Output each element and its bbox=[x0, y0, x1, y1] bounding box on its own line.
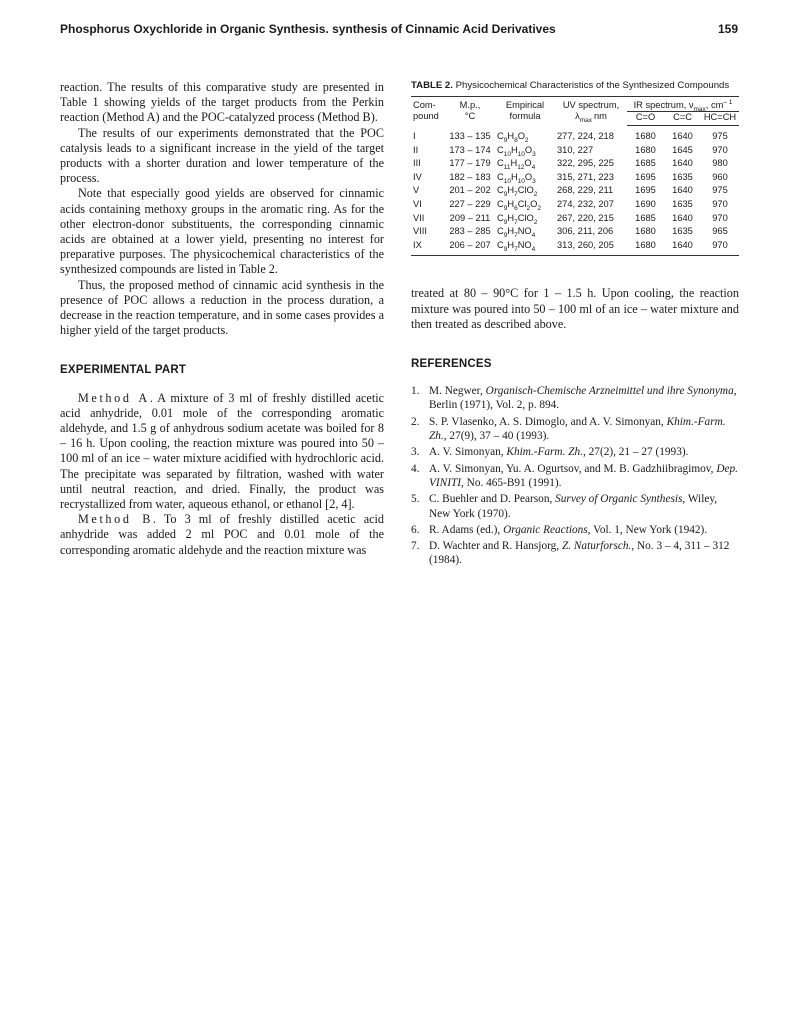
method-a-label: Method A bbox=[78, 390, 150, 405]
cc-cell: 1635 bbox=[672, 198, 693, 209]
table-row bbox=[411, 198, 739, 212]
compound-cell: V bbox=[413, 185, 420, 196]
cc-cell: 1635 bbox=[672, 171, 693, 182]
cc-cell: 1635 bbox=[672, 226, 693, 237]
co-cell: 1685 bbox=[635, 212, 656, 223]
hcch-cell: 970 bbox=[712, 198, 728, 209]
table-row bbox=[411, 144, 739, 158]
hcch-cell: 960 bbox=[712, 171, 728, 182]
mp-cell: 227 – 229 bbox=[449, 198, 491, 209]
uv-cell: 267, 220, 215 bbox=[557, 212, 614, 223]
uv-cell: 306, 211, 206 bbox=[557, 226, 614, 237]
mp-cell: 133 – 135 bbox=[449, 130, 491, 141]
uv-cell: 274, 232, 207 bbox=[557, 198, 614, 209]
reference-text: A. V. Simonyan, Yu. A. Ogurtsov, and M. B. Gadzhiibragimov, Dep. VINITI, No. 465-B91 (1991). bbox=[429, 462, 738, 489]
reference-item bbox=[411, 384, 739, 413]
table-body bbox=[411, 126, 739, 256]
reference-number: 5. bbox=[411, 493, 420, 506]
table-caption-text: Physicochemical Characteristics of the Synthesized Compounds bbox=[455, 80, 730, 91]
formula-cell: $C_9H_8O_2$ bbox=[497, 130, 529, 144]
table-caption bbox=[411, 80, 739, 92]
reference-item bbox=[411, 415, 739, 444]
paragraph-3: Note that especially good yields are observed for cinnamic acids containing methoxy groups in the aromatic ring. As for the other electron-donor substituents, the corresponding cinnamic acids are obtained at a lower yield, presenting no interest for preparative purposes. The physicochemical characteristics of the synthesized compounds are listed in Table 2. bbox=[60, 186, 384, 277]
mp-cell: 209 – 211 bbox=[449, 212, 491, 223]
mp-cell: 182 – 183 bbox=[449, 171, 491, 182]
paragraph-2: The results of our experiments demonstrated that the POC catalysis leads to a significant increase in the yield of the target products with a shorter duration and lower temperature of the process. bbox=[60, 125, 384, 186]
page-number: 159 bbox=[717, 22, 738, 36]
co-cell: 1680 bbox=[627, 239, 664, 256]
formula-cell: $C_{10}H_{10}O_3$ bbox=[497, 171, 536, 185]
table-row bbox=[411, 239, 739, 256]
cc-cell: 1640 bbox=[672, 131, 693, 141]
hcch-cell: 975 bbox=[712, 131, 728, 141]
cc-cell: 1640 bbox=[672, 185, 693, 196]
reference-number: 1. bbox=[411, 385, 420, 398]
experimental-heading: EXPERIMENTAL PART bbox=[60, 364, 187, 377]
method-a-text: . A mixture of 3 ml of freshly distilled acetic acid anhydride, 0.01 mole of the corresponding aromatic aldehyde, and 1.5 g of anhydrous sodium acetate was boiled for 8 – 16 h. Upon cooling, the reaction mixture was poured into 50 – 100 ml of an ice – water mixture acidified with hydrochloric acid. The precipitate was separated by filtration, washed with water until neutral reaction, and dried. Finally, the product was recrystallized from water, aqueous ethanol, or ethanol [2, 4]. bbox=[60, 390, 384, 512]
header-uv: UV spectrum, $\lambda_{max}$ nm bbox=[555, 97, 627, 126]
mp-cell: 206 – 207 bbox=[445, 239, 495, 256]
left-column bbox=[60, 80, 384, 558]
mp-cell: 283 – 285 bbox=[449, 226, 491, 237]
hcch-cell: 975 bbox=[712, 185, 728, 196]
reference-text: C. Buehler and D. Pearson, Survey of Organic Synthesis, Wiley, New York (1970). bbox=[429, 493, 718, 520]
reference-number: 3. bbox=[411, 446, 420, 459]
compound-cell: I bbox=[413, 130, 416, 141]
table-row bbox=[411, 171, 739, 185]
running-title: Phosphorus Oxychloride in Organic Synthesis. synthesis of Cinnamic Acid Derivatives bbox=[60, 22, 556, 36]
compound-cell: VII bbox=[413, 212, 425, 223]
method-b-paragraph bbox=[60, 512, 384, 558]
data-table bbox=[411, 96, 739, 256]
cc-cell: 1640 bbox=[672, 158, 693, 169]
uv-cell: 310, 227 bbox=[557, 144, 594, 155]
references-list bbox=[411, 384, 739, 568]
table-row bbox=[411, 212, 739, 226]
co-cell: 1695 bbox=[635, 171, 656, 182]
table-row bbox=[411, 157, 739, 171]
co-cell: 1685 bbox=[635, 158, 656, 169]
right-column bbox=[411, 80, 739, 570]
header-cc: C=C bbox=[664, 112, 701, 126]
header-compound: Com- pound bbox=[411, 97, 445, 126]
reference-text: M. Negwer, Organisch-Chemische Arzneimittel und ihre Synonyma, Berlin (1971), Vol. 2, p. 894. bbox=[429, 385, 737, 412]
formula-cell: $C_{10}H_{10}O_3$ bbox=[497, 144, 536, 158]
reference-number: 6. bbox=[411, 523, 420, 536]
reference-item bbox=[411, 539, 739, 568]
uv-cell: 268, 229, 211 bbox=[557, 185, 614, 196]
page-header bbox=[60, 22, 738, 36]
mp-cell: 177 – 179 bbox=[449, 158, 491, 169]
table-row bbox=[411, 184, 739, 198]
uv-cell: 322, 295, 225 bbox=[557, 158, 614, 169]
method-b-label: Method B bbox=[78, 512, 153, 527]
formula-cell: $C_9H_7NO_4$ bbox=[495, 239, 555, 256]
compound-cell: II bbox=[413, 144, 419, 155]
hcch-cell: 980 bbox=[712, 158, 728, 169]
formula-cell: $C_9H_6Cl_2O_2$ bbox=[497, 198, 541, 212]
hcch-cell: 965 bbox=[712, 226, 728, 237]
formula-cell: $C_9H_7ClO_2$ bbox=[497, 185, 538, 199]
co-cell: 1690 bbox=[635, 198, 656, 209]
reference-item bbox=[411, 445, 739, 459]
compound-cell: VIII bbox=[413, 226, 427, 237]
references-heading: REFERENCES bbox=[411, 357, 492, 370]
reference-number: 4. bbox=[411, 462, 420, 475]
reference-text: D. Wachter and R. Hansjorg, Z. Naturforsch., No. 3 – 4, 311 – 312 (1984). bbox=[429, 540, 730, 567]
cc-cell: 1645 bbox=[672, 144, 693, 155]
paragraph-4: Thus, the proposed method of cinnamic acid synthesis in the presence of POC allows a reduction in the process duration, a decrease in the reaction temperature, and in some cases provides a higher yield of the target products. bbox=[60, 277, 384, 338]
header-co: C=O bbox=[627, 112, 664, 126]
uv-cell: 277, 224, 218 bbox=[557, 130, 614, 141]
co-cell: 1680 bbox=[635, 131, 656, 141]
continuation-paragraph: treated at 80 – 90°C for 1 – 1.5 h. Upon cooling, the reaction mixture was poured into 50 – 100 ml of an ice – water mixture and then treated as described above. bbox=[411, 286, 739, 331]
method-b-text: . To 3 ml of freshly distilled acetic acid anhydride was added 2 ml POC and 0.01 mole of the corresponding aromatic aldehyde and the reaction mixture was bbox=[60, 512, 384, 557]
co-cell: 1680 bbox=[635, 226, 656, 237]
table-row bbox=[411, 225, 739, 239]
compound-cell: VI bbox=[413, 198, 422, 209]
formula-cell: $C_{11}H_{12}O_4$ bbox=[497, 158, 536, 172]
table-caption-label: TABLE 2. bbox=[411, 80, 453, 91]
hcch-cell: 970 bbox=[701, 239, 739, 256]
compound-cell: IV bbox=[413, 171, 422, 182]
compound-cell: III bbox=[413, 158, 421, 169]
reference-text: R. Adams (ed.), Organic Reactions, Vol. 1, New York (1942). bbox=[429, 523, 708, 536]
header-formula: Empirical formula bbox=[495, 97, 555, 126]
compound-cell: IX bbox=[411, 239, 445, 256]
mp-cell: 201 – 202 bbox=[449, 185, 491, 196]
paragraph-1: reaction. The results of this comparative study are presented in Table 1 showing yields of the target products from the Perkin reaction (Method A) and the POC-catalyzed process (Method B). bbox=[60, 80, 384, 125]
formula-cell: $C_9H_7NO_4$ bbox=[497, 226, 536, 240]
mp-cell: 173 – 174 bbox=[449, 144, 491, 155]
reference-text: A. V. Simonyan, Khim.-Farm. Zh., 27(2), 21 – 27 (1993). bbox=[429, 446, 689, 459]
header-mp: M.p., °C bbox=[445, 97, 495, 126]
co-cell: 1680 bbox=[635, 144, 656, 155]
reference-number: 7. bbox=[411, 540, 420, 553]
reference-item bbox=[411, 523, 739, 537]
header-hcch: HC=CH bbox=[701, 112, 739, 126]
method-a-paragraph bbox=[60, 391, 384, 513]
reference-text: S. P. Vlasenko, A. S. Dimoglo, and A. V. Simonyan, Khim.-Farm. Zh., 27(9), 37 – 40 (1993). bbox=[429, 415, 726, 443]
reference-item bbox=[411, 492, 739, 521]
header-ir: IR spectrum, $\nu_{max}$, $cm^{- 1}$ bbox=[627, 97, 739, 112]
table-row bbox=[411, 126, 739, 144]
reference-item bbox=[411, 462, 739, 491]
uv-cell: 315, 271, 223 bbox=[557, 171, 614, 182]
hcch-cell: 970 bbox=[712, 212, 728, 223]
co-cell: 1695 bbox=[635, 185, 656, 196]
formula-cell: $C_9H_7ClO_2$ bbox=[497, 212, 538, 226]
hcch-cell: 970 bbox=[712, 144, 728, 155]
reference-number: 2. bbox=[411, 415, 420, 428]
cc-cell: 1640 bbox=[664, 239, 701, 256]
cc-cell: 1640 bbox=[672, 212, 693, 223]
uv-cell: 313, 260, 205 bbox=[555, 239, 627, 256]
